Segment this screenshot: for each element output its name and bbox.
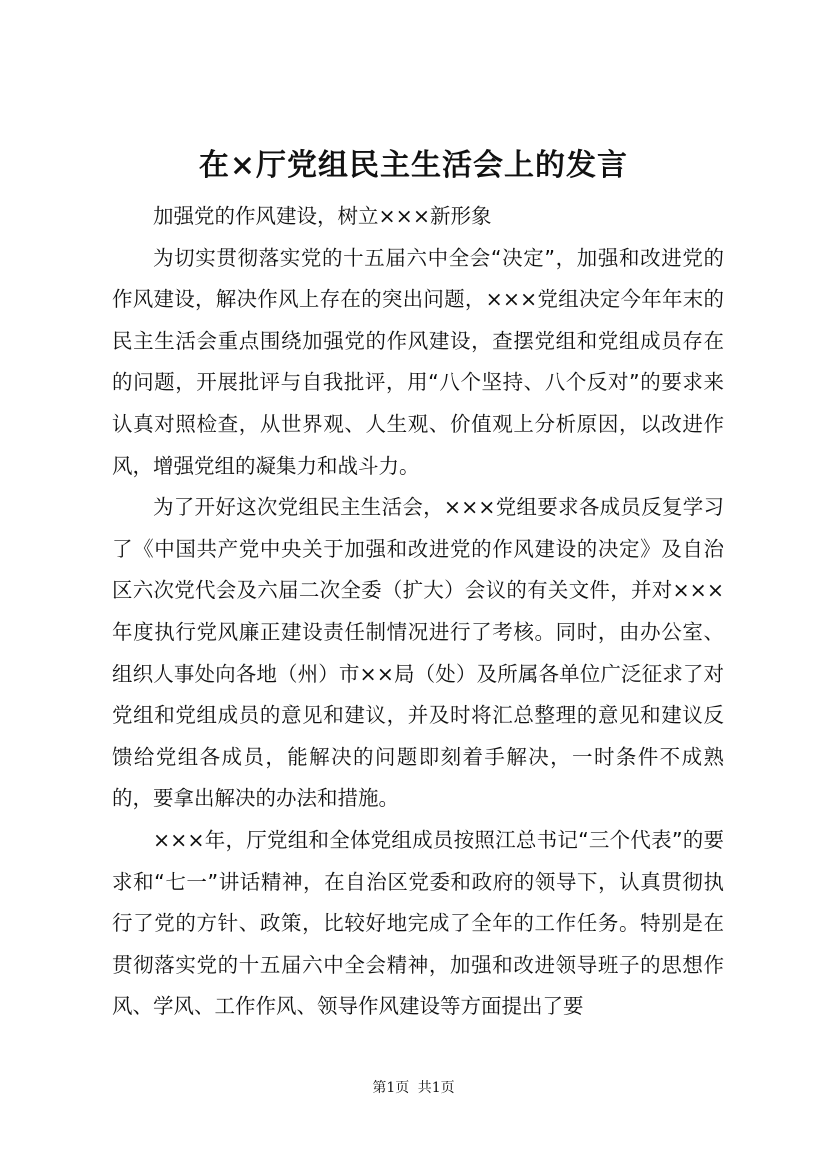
body-paragraph-2: 为了开好这次党组民主生活会，×××党组要求各成员反复学习了《中国共产党中央关于加强和改进党的作风建设的决定》及自治区六次党代会及六届二次全委（扩大）会议的有关文件，并对×××年度执行党风廉正建设责任制情况进行了考核。同时，由办公室、组织人事处向各地（州）市××局（处）及所属各单位广泛征求了对党组和党组成员的意见和建议，并及时将汇总整理的意见和建议反馈给党组各成员，能解决的问题即刻着手解决，一时条件不成熟的，要拿出解决的办法和措施。 xyxy=(112,495,724,811)
subtitle-paragraph: 加强党的作风建设，树立×××新形象 xyxy=(153,204,492,228)
page-footer: 第1页 共1页 xyxy=(372,1080,455,1096)
body-paragraph-3: ×××年，厅党组和全体党组成员按照江总书记“三个代表”的要求和“七一”讲话精神，在自治区党委和政府的领导下，认真贯彻执行了党的方针、政策，比较好地完成了全年的工作任务。特别是在贯彻落实党的十五届六中全会精神，加强和改进领导班子的思想作风、学风、工作作风、领导作风建设等方面提出了要 xyxy=(112,827,724,1019)
document-title: 在×厅党组民主生活会上的发言 xyxy=(198,148,629,183)
document-body xyxy=(112,196,724,1028)
body-paragraph-1: 为切实贯彻落实党的十五届六中全会“决定”，加强和改进党的作风建设，解决作风上存在的突出问题，×××党组决定今年年末的民主生活会重点围绕加强党的作风建设，查摆党组和党组成员存在的问题，开展批评与自我批评，用“八个坚持、八个反对”的要求来认真对照检查，从世界观、人生观、价值观上分析原因，以改进作风，增强党组的凝集力和战斗力。 xyxy=(112,245,724,478)
